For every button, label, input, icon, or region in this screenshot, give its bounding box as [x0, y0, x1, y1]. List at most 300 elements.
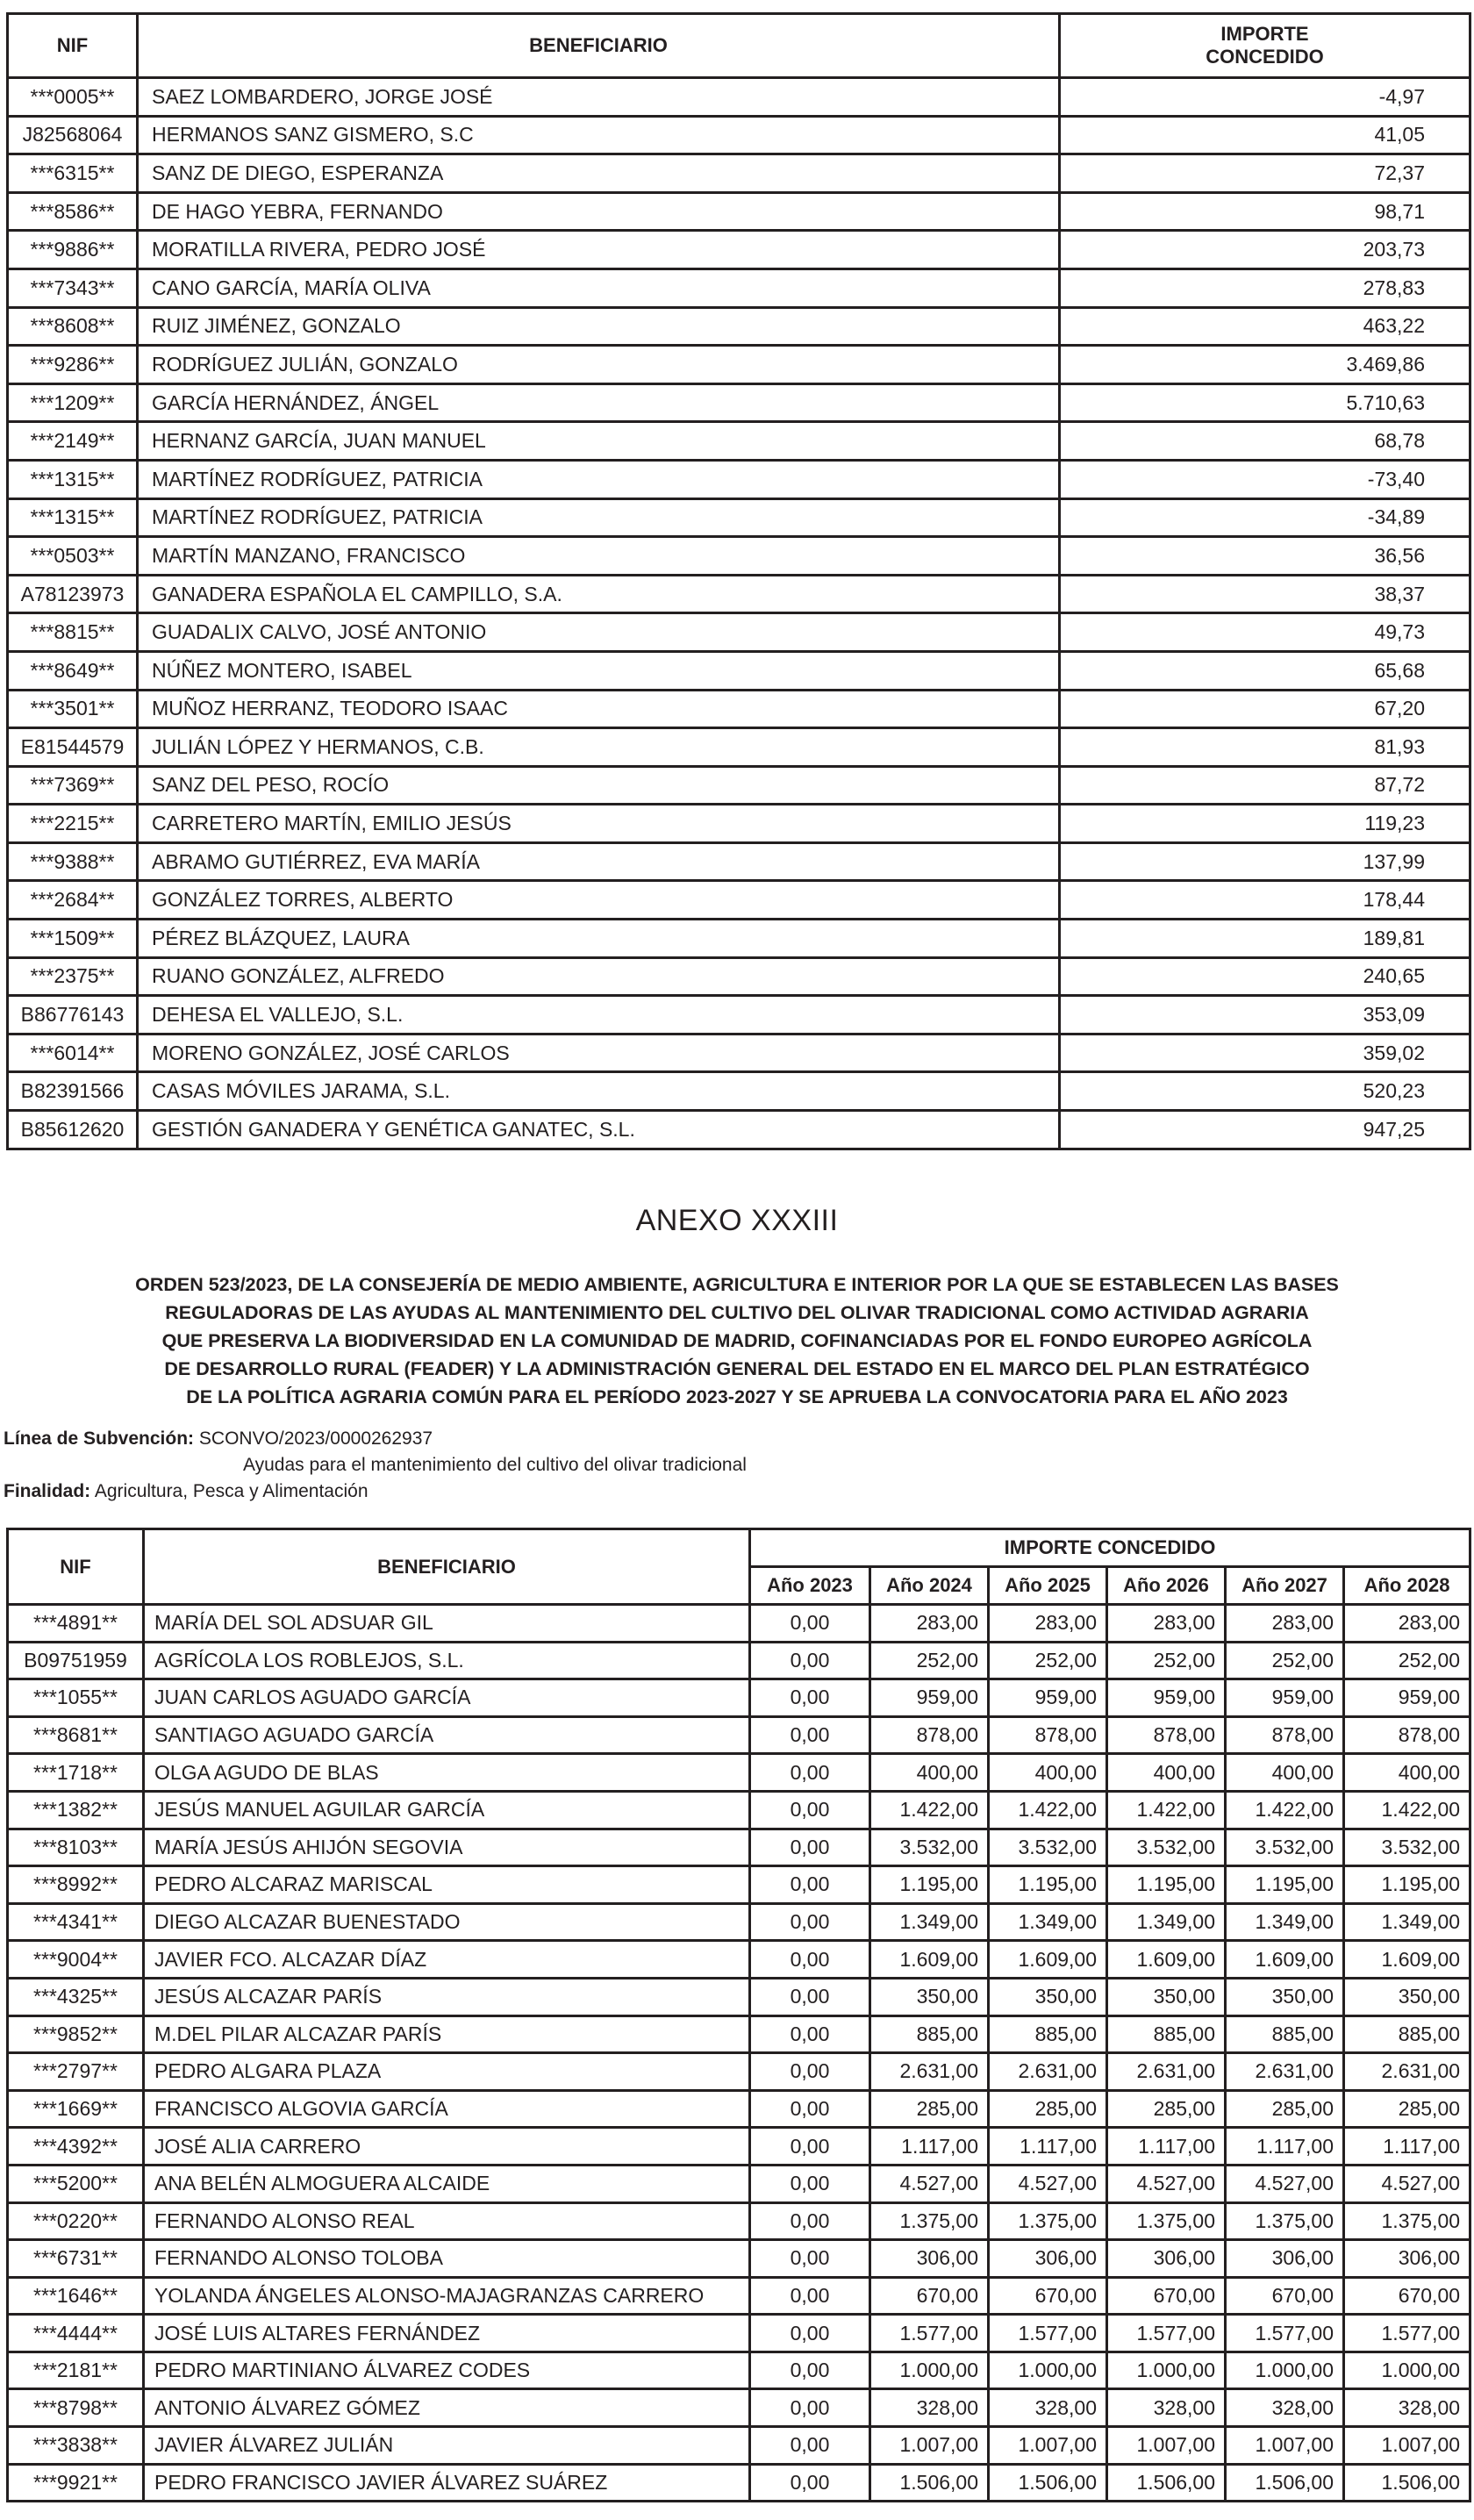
cell-importe-year-2024: 1.375,00 — [870, 2202, 989, 2240]
cell-nif: ***4444** — [8, 2315, 144, 2352]
cell-importe-year-2028: 1.000,00 — [1344, 2352, 1470, 2389]
cell-beneficiario: AGRÍCOLA LOS ROBLEJOS, S.L. — [144, 1642, 750, 1679]
cell-importe: 353,09 — [1060, 996, 1470, 1034]
table-row — [8, 651, 1470, 690]
cell-importe-year-2023: 0,00 — [750, 2165, 870, 2202]
table-row — [8, 1072, 1470, 1111]
cell-importe-year-2023: 0,00 — [750, 2053, 870, 2091]
cell-importe-year-2023: 0,00 — [750, 1941, 870, 1979]
cell-nif: ***1315** — [8, 460, 138, 498]
cell-importe-year-2024: 878,00 — [870, 1716, 989, 1754]
cell-importe-year-2026: 1.609,00 — [1107, 1941, 1226, 1979]
cell-importe-year-2027: 283,00 — [1226, 1605, 1344, 1643]
table-row — [8, 537, 1470, 576]
cell-importe-year-2026: 885,00 — [1107, 2015, 1226, 2053]
cell-importe-year-2024: 1.422,00 — [870, 1791, 989, 1829]
cell-beneficiario: RUANO GONZÁLEZ, ALFREDO — [138, 957, 1060, 996]
cell-importe-year-2026: 1.117,00 — [1107, 2128, 1226, 2166]
table-row — [8, 383, 1470, 422]
cell-beneficiario: DIEGO ALCAZAR BUENESTADO — [144, 1903, 750, 1941]
cell-importe-year-2025: 1.422,00 — [989, 1791, 1107, 1829]
header-importe-line1: IMPORTE — [1220, 23, 1309, 45]
cell-beneficiario: CANO GARCÍA, MARÍA OLIVA — [138, 268, 1060, 307]
cell-importe-year-2025: 670,00 — [989, 2277, 1107, 2315]
cell-importe-year-2023: 0,00 — [750, 2128, 870, 2166]
cell-importe: 947,25 — [1060, 1111, 1470, 1149]
table-row — [8, 766, 1470, 805]
cell-importe: 203,73 — [1060, 231, 1470, 269]
cell-nif: ***1669** — [8, 2090, 144, 2128]
cell-importe-year-2025: 1.609,00 — [989, 1941, 1107, 1979]
cell-importe-year-2025: 285,00 — [989, 2090, 1107, 2128]
cell-importe-year-2024: 1.506,00 — [870, 2464, 989, 2502]
finalidad-value: Agricultura, Pesca y Alimentación — [94, 1481, 368, 1501]
cell-importe: 137,99 — [1060, 842, 1470, 881]
cell-importe-year-2028: 1.195,00 — [1344, 1866, 1470, 1904]
cell-beneficiario: JULIÁN LÓPEZ Y HERMANOS, C.B. — [138, 728, 1060, 767]
cell-nif: ***9286** — [8, 346, 138, 384]
cell-importe-year-2023: 0,00 — [750, 1716, 870, 1754]
cell-importe-year-2027: 670,00 — [1226, 2277, 1344, 2315]
table-row — [8, 1791, 1470, 1829]
cell-importe: 3.469,86 — [1060, 346, 1470, 384]
cell-importe: 68,78 — [1060, 422, 1470, 461]
cell-nif: ***6315** — [8, 154, 138, 193]
cell-importe-year-2023: 0,00 — [750, 2015, 870, 2053]
cell-importe: 119,23 — [1060, 805, 1470, 843]
table-row — [8, 78, 1470, 117]
cell-importe-year-2023: 0,00 — [750, 2277, 870, 2315]
table-row — [8, 460, 1470, 498]
cell-importe-year-2028: 1.117,00 — [1344, 2128, 1470, 2166]
cell-importe-year-2028: 3.532,00 — [1344, 1829, 1470, 1866]
cell-importe-year-2025: 350,00 — [989, 1978, 1107, 2015]
cell-importe-year-2027: 1.609,00 — [1226, 1941, 1344, 1979]
table-row — [8, 2389, 1470, 2427]
beneficiaries-table-2 — [6, 1528, 1471, 2502]
cell-beneficiario: MARTÍN MANZANO, FRANCISCO — [138, 537, 1060, 576]
table-row — [8, 2277, 1470, 2315]
cell-nif: ***0220** — [8, 2202, 144, 2240]
header-year-2024: Año 2024 — [870, 1567, 989, 1605]
header-nif: NIF — [8, 1529, 144, 1605]
cell-importe-year-2027: 959,00 — [1226, 1679, 1344, 1717]
table-row — [8, 192, 1470, 231]
order-line: QUE PRESERVA LA BIODIVERSIDAD EN LA COMUNIDAD DE MADRID, COFINANCIADAS POR EL FONDO EUROPEO AGRÍCOLA — [161, 1330, 1313, 1351]
cell-nif: ***8608** — [8, 307, 138, 346]
cell-importe-year-2023: 0,00 — [750, 1754, 870, 1792]
cell-beneficiario: SANTIAGO AGUADO GARCÍA — [144, 1716, 750, 1754]
cell-importe-year-2028: 4.527,00 — [1344, 2165, 1470, 2202]
cell-importe-year-2028: 328,00 — [1344, 2389, 1470, 2427]
cell-nif: ***9388** — [8, 842, 138, 881]
cell-importe-year-2023: 0,00 — [750, 2240, 870, 2278]
cell-importe-year-2024: 3.532,00 — [870, 1829, 989, 1866]
cell-importe-year-2028: 878,00 — [1344, 1716, 1470, 1754]
cell-importe-year-2026: 1.422,00 — [1107, 1791, 1226, 1829]
cell-importe-year-2024: 2.631,00 — [870, 2053, 989, 2091]
cell-importe-year-2026: 2.631,00 — [1107, 2053, 1226, 2091]
cell-nif: ***8815** — [8, 613, 138, 652]
cell-nif: ***9852** — [8, 2015, 144, 2053]
cell-importe: 189,81 — [1060, 920, 1470, 958]
table-row — [8, 805, 1470, 843]
cell-importe: 5.710,63 — [1060, 383, 1470, 422]
cell-beneficiario: PEDRO ALCARAZ MARISCAL — [144, 1866, 750, 1904]
table-row — [8, 154, 1470, 193]
cell-nif: A78123973 — [8, 575, 138, 613]
cell-beneficiario: PEDRO FRANCISCO JAVIER ÁLVAREZ SUÁREZ — [144, 2464, 750, 2502]
header-year-2025: Año 2025 — [989, 1567, 1107, 1605]
cell-nif: ***2375** — [8, 957, 138, 996]
table-row — [8, 498, 1470, 537]
cell-importe: 178,44 — [1060, 881, 1470, 920]
cell-importe-year-2026: 328,00 — [1107, 2389, 1226, 2427]
cell-importe-year-2028: 1.609,00 — [1344, 1941, 1470, 1979]
table-row — [8, 1642, 1470, 1679]
cell-importe-year-2024: 306,00 — [870, 2240, 989, 2278]
linea-description: Ayudas para el mantenimiento del cultivo del olivar tradicional — [243, 1455, 747, 1475]
cell-importe-year-2028: 2.631,00 — [1344, 2053, 1470, 2091]
header-importe-concedido: IMPORTE CONCEDIDO — [750, 1529, 1470, 1567]
cell-importe-year-2026: 1.506,00 — [1107, 2464, 1226, 2502]
cell-importe-year-2024: 959,00 — [870, 1679, 989, 1717]
order-line: ORDEN 523/2023, DE LA CONSEJERÍA DE MEDIO AMBIENTE, AGRICULTURA E INTERIOR POR LA QUE SE ESTABLECEN LAS BASES — [135, 1274, 1339, 1295]
cell-importe-year-2025: 252,00 — [989, 1642, 1107, 1679]
cell-importe-year-2027: 1.506,00 — [1226, 2464, 1344, 2502]
cell-importe-year-2027: 3.532,00 — [1226, 1829, 1344, 1866]
cell-importe-year-2024: 1.577,00 — [870, 2315, 989, 2352]
cell-beneficiario: SANZ DEL PESO, ROCÍO — [138, 766, 1060, 805]
cell-importe-year-2023: 0,00 — [750, 1866, 870, 1904]
cell-importe-year-2023: 0,00 — [750, 2389, 870, 2427]
beneficiaries-table-1 — [6, 12, 1471, 1150]
cell-importe-year-2025: 1.195,00 — [989, 1866, 1107, 1904]
cell-beneficiario: JUAN CARLOS AGUADO GARCÍA — [144, 1679, 750, 1717]
cell-importe-year-2026: 878,00 — [1107, 1716, 1226, 1754]
table-row — [8, 690, 1470, 728]
table-row — [8, 116, 1470, 154]
cell-nif: ***6731** — [8, 2240, 144, 2278]
cell-importe-year-2028: 959,00 — [1344, 1679, 1470, 1717]
table-row — [8, 1034, 1470, 1072]
table-row — [8, 1866, 1470, 1904]
table-row — [8, 2240, 1470, 2278]
header-beneficiario: BENEFICIARIO — [144, 1529, 750, 1605]
cell-beneficiario: MORATILLA RIVERA, PEDRO JOSÉ — [138, 231, 1060, 269]
cell-importe-year-2026: 1.577,00 — [1107, 2315, 1226, 2352]
cell-importe-year-2025: 306,00 — [989, 2240, 1107, 2278]
cell-importe-year-2026: 400,00 — [1107, 1754, 1226, 1792]
cell-importe: 359,02 — [1060, 1034, 1470, 1072]
table-row — [8, 2165, 1470, 2202]
cell-nif: ***4392** — [8, 2128, 144, 2166]
cell-nif: ***1646** — [8, 2277, 144, 2315]
cell-importe: 65,68 — [1060, 651, 1470, 690]
cell-importe: 240,65 — [1060, 957, 1470, 996]
order-title — [18, 1271, 1456, 1411]
table-header-row — [8, 14, 1470, 78]
cell-nif: ***0503** — [8, 537, 138, 576]
table-row — [8, 881, 1470, 920]
cell-importe-year-2025: 959,00 — [989, 1679, 1107, 1717]
cell-importe: -4,97 — [1060, 78, 1470, 117]
linea-code: SCONVO/2023/0000262937 — [198, 1428, 433, 1449]
table-row — [8, 1605, 1470, 1643]
header-beneficiario: BENEFICIARIO — [138, 14, 1060, 78]
cell-beneficiario: HERMANOS SANZ GISMERO, S.C — [138, 116, 1060, 154]
cell-beneficiario: ABRAMO GUTIÉRREZ, EVA MARÍA — [138, 842, 1060, 881]
linea-label: Línea de Subvención: — [4, 1428, 195, 1449]
cell-importe: 67,20 — [1060, 690, 1470, 728]
cell-nif: ***2215** — [8, 805, 138, 843]
table-header-row — [8, 1529, 1470, 1567]
table-row — [8, 307, 1470, 346]
cell-importe-year-2027: 350,00 — [1226, 1978, 1344, 2015]
linea-subvencion — [4, 1428, 433, 1450]
cell-importe-year-2025: 283,00 — [989, 1605, 1107, 1643]
cell-importe-year-2025: 1.117,00 — [989, 2128, 1107, 2166]
cell-beneficiario: CARRETERO MARTÍN, EMILIO JESÚS — [138, 805, 1060, 843]
cell-nif: ***8992** — [8, 1866, 144, 1904]
cell-importe-year-2027: 328,00 — [1226, 2389, 1344, 2427]
cell-nif: ***5200** — [8, 2165, 144, 2202]
cell-nif: ***8103** — [8, 1829, 144, 1866]
header-year-2023: Año 2023 — [750, 1567, 870, 1605]
cell-importe-year-2024: 328,00 — [870, 2389, 989, 2427]
cell-importe-year-2024: 350,00 — [870, 1978, 989, 2015]
table-row — [8, 346, 1470, 384]
cell-nif: ***2181** — [8, 2352, 144, 2389]
cell-importe-year-2027: 400,00 — [1226, 1754, 1344, 1792]
cell-nif: ***0005** — [8, 78, 138, 117]
cell-importe: 463,22 — [1060, 307, 1470, 346]
cell-importe-year-2024: 1.609,00 — [870, 1941, 989, 1979]
order-line: DE LA POLÍTICA AGRARIA COMÚN PARA EL PERÍODO 2023-2027 Y SE APRUEBA LA CONVOCATORIA PARA EL AÑO 2023 — [186, 1386, 1288, 1407]
cell-beneficiario: DEHESA EL VALLEJO, S.L. — [138, 996, 1060, 1034]
cell-nif: ***2797** — [8, 2053, 144, 2091]
cell-importe-year-2025: 1.007,00 — [989, 2427, 1107, 2465]
cell-beneficiario: MARTÍNEZ RODRÍGUEZ, PATRICIA — [138, 460, 1060, 498]
table-row — [8, 2015, 1470, 2053]
cell-importe-year-2026: 350,00 — [1107, 1978, 1226, 2015]
header-year-2026: Año 2026 — [1107, 1567, 1226, 1605]
cell-beneficiario: JAVIER FCO. ALCAZAR DÍAZ — [144, 1941, 750, 1979]
table-row — [8, 2053, 1470, 2091]
cell-beneficiario: FRANCISCO ALGOVIA GARCÍA — [144, 2090, 750, 2128]
cell-importe-year-2025: 1.506,00 — [989, 2464, 1107, 2502]
cell-nif: ***9921** — [8, 2464, 144, 2502]
cell-importe-year-2028: 285,00 — [1344, 2090, 1470, 2128]
cell-beneficiario: JOSÉ LUIS ALTARES FERNÁNDEZ — [144, 2315, 750, 2352]
table-row — [8, 1978, 1470, 2015]
table-row — [8, 2202, 1470, 2240]
cell-importe-year-2028: 1.349,00 — [1344, 1903, 1470, 1941]
cell-nif: ***1315** — [8, 498, 138, 537]
table-row — [8, 268, 1470, 307]
cell-importe-year-2025: 4.527,00 — [989, 2165, 1107, 2202]
cell-nif: ***8586** — [8, 192, 138, 231]
cell-importe-year-2023: 0,00 — [750, 1903, 870, 1941]
cell-beneficiario: RODRÍGUEZ JULIÁN, GONZALO — [138, 346, 1060, 384]
cell-nif: ***3501** — [8, 690, 138, 728]
cell-importe-year-2023: 0,00 — [750, 2315, 870, 2352]
cell-importe-year-2024: 252,00 — [870, 1642, 989, 1679]
cell-importe-year-2024: 1.117,00 — [870, 2128, 989, 2166]
cell-nif: ***9004** — [8, 1941, 144, 1979]
cell-beneficiario: GANADERA ESPAÑOLA EL CAMPILLO, S.A. — [138, 575, 1060, 613]
cell-nif: ***1209** — [8, 383, 138, 422]
cell-importe-year-2024: 1.000,00 — [870, 2352, 989, 2389]
cell-beneficiario: MUÑOZ HERRANZ, TEODORO ISAAC — [138, 690, 1060, 728]
table-row — [8, 2352, 1470, 2389]
cell-importe: 81,93 — [1060, 728, 1470, 767]
cell-importe-year-2026: 1.007,00 — [1107, 2427, 1226, 2465]
table-row — [8, 2464, 1470, 2502]
cell-importe-year-2026: 306,00 — [1107, 2240, 1226, 2278]
table-row — [8, 575, 1470, 613]
cell-importe-year-2026: 283,00 — [1107, 1605, 1226, 1643]
cell-beneficiario: HERNANZ GARCÍA, JUAN MANUEL — [138, 422, 1060, 461]
cell-importe-year-2027: 1.000,00 — [1226, 2352, 1344, 2389]
cell-beneficiario: JOSÉ ALIA CARRERO — [144, 2128, 750, 2166]
cell-importe-year-2024: 670,00 — [870, 2277, 989, 2315]
cell-importe-year-2025: 400,00 — [989, 1754, 1107, 1792]
table-row — [8, 1679, 1470, 1717]
cell-nif: ***1509** — [8, 920, 138, 958]
cell-nif: E81544579 — [8, 728, 138, 767]
cell-importe: 72,37 — [1060, 154, 1470, 193]
table-row — [8, 1829, 1470, 1866]
cell-importe-year-2027: 252,00 — [1226, 1642, 1344, 1679]
cell-importe-year-2026: 670,00 — [1107, 2277, 1226, 2315]
cell-importe-year-2024: 285,00 — [870, 2090, 989, 2128]
cell-beneficiario: SANZ DE DIEGO, ESPERANZA — [138, 154, 1060, 193]
cell-importe-year-2025: 3.532,00 — [989, 1829, 1107, 1866]
cell-importe-year-2025: 328,00 — [989, 2389, 1107, 2427]
table-row — [8, 231, 1470, 269]
cell-beneficiario: GESTIÓN GANADERA Y GENÉTICA GANATEC, S.L. — [138, 1111, 1060, 1149]
cell-nif: ***2149** — [8, 422, 138, 461]
cell-importe-year-2024: 400,00 — [870, 1754, 989, 1792]
cell-importe-year-2023: 0,00 — [750, 1978, 870, 2015]
cell-importe: 278,83 — [1060, 268, 1470, 307]
cell-beneficiario: M.DEL PILAR ALCAZAR PARÍS — [144, 2015, 750, 2053]
cell-importe-year-2028: 350,00 — [1344, 1978, 1470, 2015]
cell-nif: B09751959 — [8, 1642, 144, 1679]
cell-beneficiario: DE HAGO YEBRA, FERNANDO — [138, 192, 1060, 231]
cell-nif: J82568064 — [8, 116, 138, 154]
cell-nif: ***1718** — [8, 1754, 144, 1792]
cell-importe-year-2023: 0,00 — [750, 1679, 870, 1717]
cell-importe-year-2023: 0,00 — [750, 2352, 870, 2389]
cell-importe-year-2028: 1.007,00 — [1344, 2427, 1470, 2465]
table-row — [8, 728, 1470, 767]
cell-importe-year-2028: 1.577,00 — [1344, 2315, 1470, 2352]
cell-importe: 98,71 — [1060, 192, 1470, 231]
cell-importe-year-2024: 1.007,00 — [870, 2427, 989, 2465]
header-importe-concedido — [1060, 14, 1470, 78]
cell-importe-year-2023: 0,00 — [750, 1605, 870, 1643]
cell-importe: 41,05 — [1060, 116, 1470, 154]
cell-beneficiario: FERNANDO ALONSO REAL — [144, 2202, 750, 2240]
table-row — [8, 1111, 1470, 1149]
cell-beneficiario: GUADALIX CALVO, JOSÉ ANTONIO — [138, 613, 1060, 652]
table-row — [8, 613, 1470, 652]
cell-importe-year-2026: 4.527,00 — [1107, 2165, 1226, 2202]
table-row — [8, 2427, 1470, 2465]
cell-importe-year-2028: 1.375,00 — [1344, 2202, 1470, 2240]
cell-importe-year-2027: 1.577,00 — [1226, 2315, 1344, 2352]
table-row — [8, 996, 1470, 1034]
table-body — [8, 78, 1470, 1149]
cell-beneficiario: MARÍA JESÚS AHIJÓN SEGOVIA — [144, 1829, 750, 1866]
cell-importe-year-2024: 885,00 — [870, 2015, 989, 2053]
cell-importe-year-2024: 1.195,00 — [870, 1866, 989, 1904]
cell-importe-year-2023: 0,00 — [750, 1642, 870, 1679]
cell-nif: ***7369** — [8, 766, 138, 805]
cell-importe-year-2027: 285,00 — [1226, 2090, 1344, 2128]
cell-nif: ***4891** — [8, 1605, 144, 1643]
cell-importe-year-2023: 0,00 — [750, 2464, 870, 2502]
cell-importe-year-2027: 2.631,00 — [1226, 2053, 1344, 2091]
finalidad-label: Finalidad: — [4, 1481, 91, 1501]
cell-importe-year-2028: 885,00 — [1344, 2015, 1470, 2053]
cell-nif: ***4341** — [8, 1903, 144, 1941]
order-line: REGULADORAS DE LAS AYUDAS AL MANTENIMIENTO DEL CULTIVO DEL OLIVAR TRADICIONAL COMO ACTIVIDAD AGRARIA — [165, 1302, 1309, 1323]
cell-nif: ***2684** — [8, 881, 138, 920]
cell-importe-year-2028: 1.422,00 — [1344, 1791, 1470, 1829]
table-row — [8, 1754, 1470, 1792]
cell-importe: 38,37 — [1060, 575, 1470, 613]
cell-importe-year-2028: 306,00 — [1344, 2240, 1470, 2278]
cell-nif: ***1055** — [8, 1679, 144, 1717]
cell-beneficiario: FERNANDO ALONSO TOLOBA — [144, 2240, 750, 2278]
cell-beneficiario: JAVIER ÁLVAREZ JULIÁN — [144, 2427, 750, 2465]
cell-beneficiario: MORENO GONZÁLEZ, JOSÉ CARLOS — [138, 1034, 1060, 1072]
cell-importe-year-2028: 283,00 — [1344, 1605, 1470, 1643]
cell-beneficiario: JESÚS ALCAZAR PARÍS — [144, 1978, 750, 2015]
cell-importe-year-2025: 1.375,00 — [989, 2202, 1107, 2240]
cell-importe-year-2027: 878,00 — [1226, 1716, 1344, 1754]
header-year-2027: Año 2027 — [1226, 1567, 1344, 1605]
cell-importe-year-2023: 0,00 — [750, 2202, 870, 2240]
cell-beneficiario: PEDRO MARTINIANO ÁLVAREZ CODES — [144, 2352, 750, 2389]
cell-nif: ***8649** — [8, 651, 138, 690]
table-row — [8, 2090, 1470, 2128]
cell-importe-year-2028: 670,00 — [1344, 2277, 1470, 2315]
table-row — [8, 842, 1470, 881]
cell-importe-year-2026: 959,00 — [1107, 1679, 1226, 1717]
cell-nif: B85612620 — [8, 1111, 138, 1149]
cell-beneficiario: ANTONIO ÁLVAREZ GÓMEZ — [144, 2389, 750, 2427]
cell-importe-year-2025: 2.631,00 — [989, 2053, 1107, 2091]
table-row — [8, 422, 1470, 461]
cell-nif: B82391566 — [8, 1072, 138, 1111]
cell-beneficiario: CASAS MÓVILES JARAMA, S.L. — [138, 1072, 1060, 1111]
cell-importe-year-2024: 1.349,00 — [870, 1903, 989, 1941]
cell-nif: ***9886** — [8, 231, 138, 269]
cell-importe-year-2025: 885,00 — [989, 2015, 1107, 2053]
cell-nif: ***7343** — [8, 268, 138, 307]
cell-importe-year-2028: 252,00 — [1344, 1642, 1470, 1679]
cell-importe-year-2027: 1.007,00 — [1226, 2427, 1344, 2465]
cell-importe-year-2024: 283,00 — [870, 1605, 989, 1643]
cell-importe-year-2025: 1.000,00 — [989, 2352, 1107, 2389]
cell-importe-year-2026: 1.195,00 — [1107, 1866, 1226, 1904]
cell-importe-year-2025: 878,00 — [989, 1716, 1107, 1754]
header-year-2028: Año 2028 — [1344, 1567, 1470, 1605]
